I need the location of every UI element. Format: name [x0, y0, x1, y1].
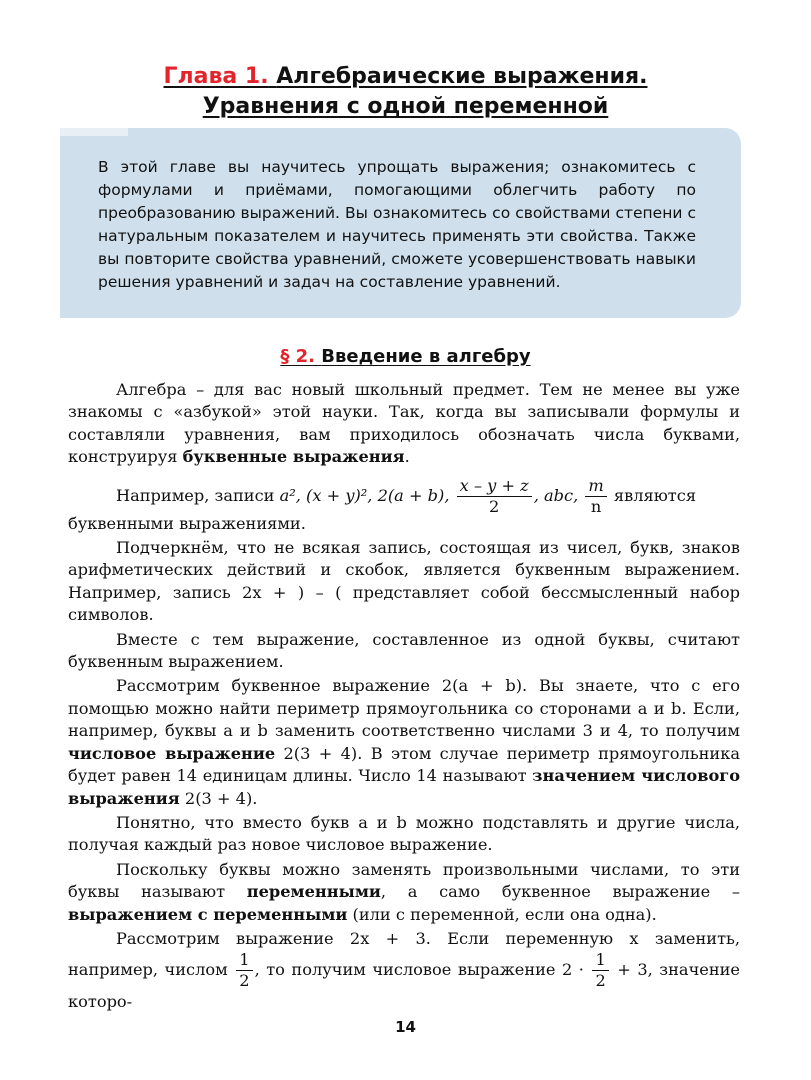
text-run: , то получим числовое выражение 2 ·	[254, 960, 591, 980]
chapter-title-line2: Уравнения с одной переменной	[202, 94, 609, 119]
fraction	[236, 950, 252, 991]
chapter-prefix: Глава 1.	[163, 64, 269, 89]
text-run: Например, записи	[116, 485, 280, 505]
paragraph-8	[68, 928, 740, 1014]
section-title	[0, 344, 811, 370]
chapter-title	[0, 62, 811, 122]
text-run: (или с переменной, если она одна).	[347, 904, 657, 924]
body-text	[68, 379, 740, 1016]
term-bold: значением числового выражения	[68, 766, 740, 808]
paragraph-7	[68, 859, 740, 926]
paragraph-2-cont: буквенными выражениями.	[68, 513, 306, 533]
text-run: + 3, значение которо-	[68, 960, 741, 1012]
text-run: 2(3 + 4).	[179, 788, 258, 808]
term-bold: выражением с переменными	[68, 904, 348, 924]
paragraph-5	[68, 675, 740, 809]
fraction-denominator: 2	[239, 971, 250, 991]
fraction	[585, 476, 606, 517]
paragraph-2	[68, 473, 740, 519]
chapter-title-line1: Алгебраические выражения.	[276, 64, 648, 89]
term-bold: числовое выражение	[68, 743, 276, 763]
text-run: являются	[608, 485, 697, 505]
math-expression: a², (x + y)², 2(a + b),	[279, 485, 450, 505]
section-title-text: Введение в алгебру	[321, 346, 531, 367]
text-run: Поскольку буквы можно заменять произвольными числами, то эти буквы называют	[68, 859, 740, 902]
text-run: 2(3 + 4). В этом случае периметр прямоугольника будет равен 14 единицам длины. Число 14 называют	[68, 743, 740, 786]
text-run: Рассмотрим выражение 2x + 3. Если переменную x заменить, например, числом	[68, 928, 740, 980]
intro-box-tab	[60, 128, 128, 136]
fraction-denominator: n	[590, 496, 602, 516]
paragraph-1	[68, 379, 740, 469]
text-run: , а само буквенное выражение –	[380, 882, 740, 902]
paragraph-4: Вместе с тем выражение, составленное из одной буквы, считают буквенным выражением.	[68, 629, 740, 672]
fraction-denominator: 2	[595, 971, 606, 991]
fraction-numerator: m	[585, 476, 606, 497]
text-run: Рассмотрим буквенное выражение 2(a + b). Вы знаете, что с его помощью можно найти периметр прямоугольника со сторонами a и b. Если, например, буквы a и b заменить соответственно числами 3 и 4, то получим	[68, 676, 740, 741]
intro-text: В этой главе вы научитесь упрощать выражения; ознакомитесь с формулами и приёмами, помогающими облегчить работу по преобразованию выражений. Вы ознакомитесь со свойствами степени с натуральным показателем и научитесь применять эти свойства. Также вы повторите свойства уравнений, сможете усовершенствовать навыки решения уравнений и задач на составление уравнений.	[98, 158, 696, 291]
fraction-numerator: 1	[236, 950, 252, 971]
fraction-numerator: x – y + z	[457, 476, 532, 497]
fraction	[457, 476, 532, 517]
fraction-denominator: 2	[489, 496, 500, 516]
text-run: .	[404, 447, 410, 467]
section-prefix: § 2.	[280, 346, 315, 367]
text-run: Алгебра – для вас новый школьный предмет. Тем не менее вы уже знакомы с «азбукой» этой науки. Так, когда вы записывали формулы и составляли уравнения, вам приходилось обозначать числа буквами, конструируя	[68, 380, 740, 467]
term-bold: переменными	[246, 882, 381, 902]
math-expression: , abc,	[533, 485, 579, 505]
page-number: 14	[395, 1018, 416, 1036]
term-bold: буквенные выражения	[182, 447, 405, 467]
paragraph-3: Подчеркнём, что не всякая запись, состоящая из чисел, букв, знаков арифметических действий и скобок, является буквенным выражением. Например, запись 2x + ) – ( представляет собой бессмысленный набор символов.	[68, 538, 740, 625]
fraction	[592, 950, 608, 991]
fraction-numerator: 1	[592, 950, 608, 971]
paragraph-6: Понятно, что вместо букв a и b можно подставлять и другие числа, получая каждый раз новое числовое выражение.	[68, 812, 740, 855]
